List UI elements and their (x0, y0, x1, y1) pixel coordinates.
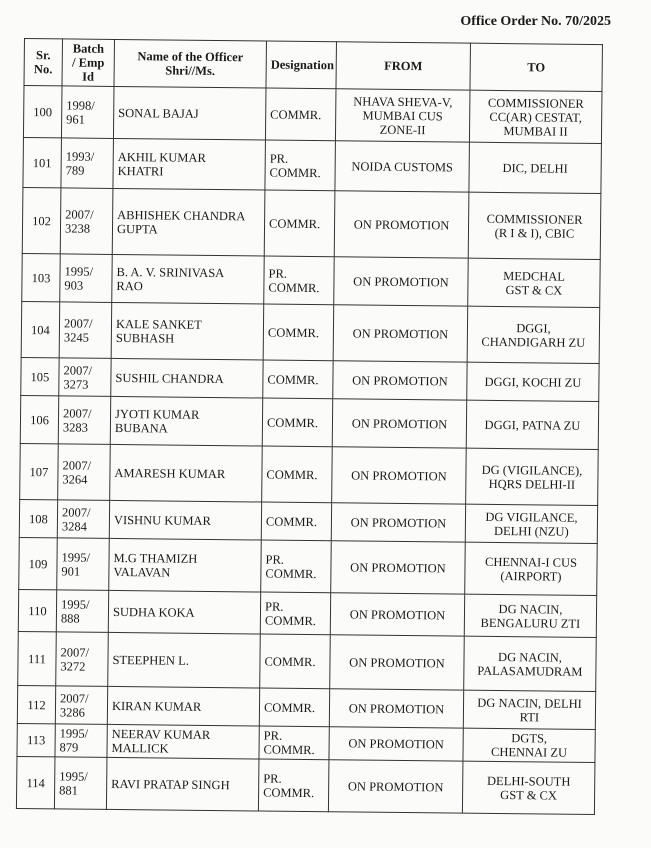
designation-cell: PR. COMMR. (264, 256, 334, 305)
officer-name-cell: M.G THAMIZH VALAVAN (109, 538, 262, 592)
officer-name-cell: SONAL BAJAJ (113, 86, 266, 140)
batch-cell: 2007/ 3286 (55, 686, 107, 725)
from-cell: ON PROMOTION (333, 305, 468, 362)
designation-cell: COMMR. (263, 304, 334, 361)
sr-no-cell: 107 (20, 443, 59, 499)
designation-cell: PR. COMMR. (258, 759, 329, 812)
column-header-from: FROM (336, 42, 470, 90)
sr-no-cell: 104 (21, 301, 60, 357)
batch-cell: 2007/ 3273 (59, 358, 111, 397)
to-cell: DG NACIN, PALASAMUDRAM (464, 636, 597, 691)
from-cell: NHAVA SHEVA-V, MUMBAI CUS ZONE-II (335, 89, 470, 142)
from-cell: ON PROMOTION (329, 689, 463, 728)
from-cell: ON PROMOTION (333, 361, 467, 400)
column-header-name: Name of the Officer Shri//Ms. (114, 39, 266, 88)
column-header-batch: Batch / Emp Id (62, 39, 114, 87)
transfer-table (16, 38, 603, 815)
to-cell: DGGI, KOCHI ZU (467, 362, 599, 401)
sr-no-cell: 108 (19, 499, 57, 537)
from-cell: ON PROMOTION (329, 727, 463, 761)
sr-no-cell: 111 (18, 631, 57, 685)
column-header-designation: Designation (266, 41, 336, 89)
designation-cell: COMMR. (265, 88, 336, 141)
designation-cell: COMMR. (260, 634, 331, 689)
from-cell: ON PROMOTION (334, 191, 469, 258)
designation-cell: PR. COMMR. (265, 140, 336, 191)
sr-no-cell: 110 (18, 589, 56, 631)
table-row (23, 137, 601, 193)
from-cell: ON PROMOTION (330, 635, 465, 690)
office-order-number: Office Order No. 70/2025 (460, 14, 611, 29)
sr-no-cell: 106 (20, 395, 59, 443)
designation-cell: COMMR. (264, 190, 335, 257)
from-cell: ON PROMOTION (331, 503, 465, 542)
sr-no-cell: 112 (17, 685, 55, 723)
officer-name-cell: AMARESH KUMAR (110, 444, 263, 502)
table-row (22, 253, 600, 307)
batch-cell: 1998/ 961 (61, 86, 114, 139)
designation-cell: COMMR. (262, 398, 332, 447)
to-cell: DG NACIN, DELHI RTI (463, 690, 595, 729)
to-cell: COMMISSIONER (R I & I), CBIC (468, 192, 601, 259)
sr-no-cell: 103 (22, 253, 61, 301)
table-row (18, 589, 596, 637)
sr-no-cell: 114 (16, 756, 55, 808)
table-row (19, 537, 598, 595)
column-header-to: TO (470, 43, 602, 91)
table-row (17, 685, 595, 729)
designation-cell: COMMR. (262, 446, 333, 503)
officer-name-cell: NEERAV KUMAR MALLICK (107, 724, 259, 759)
table-row (21, 301, 600, 363)
table-row (19, 499, 597, 543)
table-row (18, 631, 597, 691)
batch-cell: 2007/ 3245 (59, 302, 112, 359)
sr-no-cell: 100 (23, 86, 62, 138)
batch-cell: 2007/ 3283 (58, 396, 110, 445)
table-row (22, 187, 601, 259)
officer-name-cell: KIRAN KUMAR (107, 686, 259, 726)
table-row (16, 756, 595, 814)
to-cell: MEDCHAL GST & CX (468, 258, 600, 307)
to-cell: COMMISSIONER CC(AR) CESTAT, MUMBAI II (469, 90, 602, 143)
column-header-sr-no: Sr. No. (24, 39, 62, 86)
designation-cell: PR. COMMR. (260, 592, 330, 635)
table-header-row (24, 39, 602, 92)
from-cell: ON PROMOTION (332, 447, 467, 504)
table-row (20, 395, 598, 449)
to-cell: DGTS, CHENNAI ZU (463, 728, 595, 762)
officer-name-cell: VISHNU KUMAR (109, 500, 261, 540)
from-cell: ON PROMOTION (331, 541, 466, 594)
to-cell: DG NACIN, BENGALURU ZTI (464, 594, 596, 637)
officer-name-cell: STEEPHEN L. (108, 632, 261, 688)
officer-name-cell: B. A. V. SRINIVASA RAO (112, 254, 264, 304)
to-cell: DGGI, CHANDIGARH ZU (467, 306, 600, 363)
sr-no-cell: 113 (17, 723, 55, 756)
designation-cell: PR. COMMR. (261, 540, 332, 593)
sr-no-cell: 105 (21, 357, 59, 395)
from-cell: ON PROMOTION (334, 257, 468, 306)
to-cell: CHENNAI-I CUS (AIRPORT) (465, 542, 598, 595)
to-cell: DG VIGILANCE, DELHI (NZU) (465, 504, 597, 543)
batch-cell: 1995/ 881 (54, 757, 107, 810)
designation-cell: COMMR. (263, 360, 333, 399)
from-cell: ON PROMOTION (332, 399, 466, 448)
officer-name-cell: AKHIL KUMAR KHATRI (113, 138, 266, 190)
sr-no-cell: 109 (19, 537, 58, 589)
batch-cell: 1993/ 789 (61, 138, 114, 189)
officer-name-cell: ABHISHEK CHANDRA GUPTA (112, 188, 265, 256)
table-row (20, 443, 599, 505)
to-cell: DGGI, PATNA ZU (466, 400, 598, 449)
from-cell: NOIDA CUSTOMS (335, 141, 470, 192)
designation-cell: PR. COMMR. (259, 726, 329, 760)
designation-cell: COMMR. (259, 688, 329, 727)
officer-name-cell: KALE SANKET SUBHASH (111, 302, 264, 360)
table-row (23, 86, 602, 144)
batch-cell: 1995/ 903 (60, 254, 112, 303)
from-cell: ON PROMOTION (330, 593, 464, 636)
officer-name-cell: SUDHA KOKA (108, 590, 260, 634)
batch-cell: 1995/ 888 (56, 590, 108, 633)
officer-name-cell: JYOTI KUMAR BUBANA (110, 396, 262, 446)
sr-no-cell: 102 (22, 187, 61, 253)
to-cell: DIC, DELHI (469, 142, 602, 193)
to-cell: DG (VIGILANCE), HQRS DELHI-II (466, 448, 599, 505)
batch-cell: 1995/ 901 (57, 538, 110, 591)
batch-cell: 2007/ 3272 (56, 632, 109, 687)
from-cell: ON PROMOTION (328, 760, 463, 813)
designation-cell: COMMR. (261, 502, 331, 541)
officer-name-cell: SUSHIL CHANDRA (111, 358, 263, 398)
batch-cell: 2007/ 3238 (60, 188, 113, 255)
batch-cell: 1995/ 879 (55, 724, 107, 758)
officer-name-cell: RAVI PRATAP SINGH (106, 757, 259, 811)
table-row (21, 357, 599, 401)
batch-cell: 2007/ 3284 (57, 500, 109, 539)
batch-cell: 2007/ 3264 (58, 444, 111, 501)
sr-no-cell: 101 (23, 137, 62, 187)
to-cell: DELHI-SOUTH GST & CX (462, 761, 595, 814)
